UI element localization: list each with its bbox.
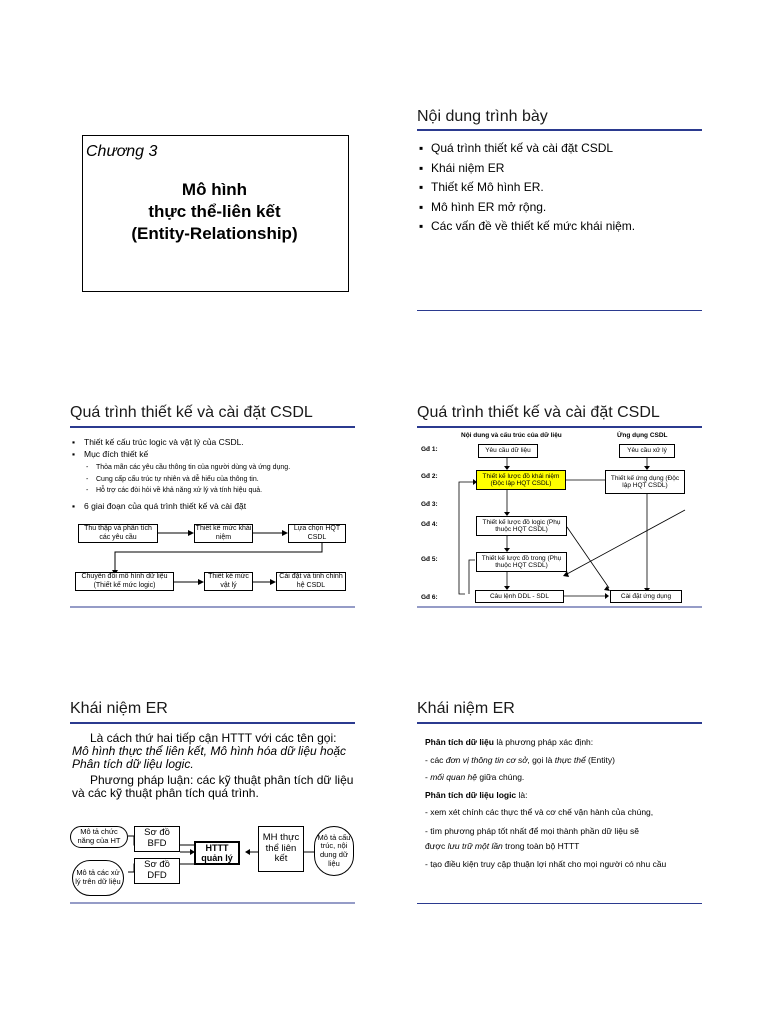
slide-chapter-title (70, 95, 355, 305)
step-implementation: Cài đặt và tinh chỉnh hệ CSDL (276, 572, 346, 591)
node-httt: HTTT quản lý (194, 841, 240, 865)
bullet-item: ▪ Thiết kế cấu trúc logic và vật lý của CSDL. (72, 436, 354, 448)
outline-item: ▪ Quá trình thiết kế và cài đặt CSDL (419, 139, 635, 159)
stage-label: Gđ 1: (421, 446, 438, 453)
slide-er-concept-2 (417, 698, 702, 908)
line-8: - tạo điều kiện truy cập thuận lợi nhất cho mọi người có nhu cầu (425, 859, 667, 869)
outline-list (419, 139, 635, 237)
stage-label: Gđ 3: (421, 501, 438, 508)
slide-outline (417, 105, 702, 315)
column-header-data: Nội dung và cấu trúc của dữ liệu (461, 432, 562, 439)
bullet-item: ▪ 6 giai đoạn của quá trình thiết kế và cài đặt (72, 500, 246, 512)
slide-title: Nội dung trình bày (417, 108, 548, 125)
node-bfd: Sơ đồ BFD (134, 826, 180, 852)
title-line-1: Mô hình (181, 180, 248, 199)
title-rule (417, 722, 702, 724)
node-processing-description: Mô tả các xử lý trên dữ liệu (72, 860, 124, 896)
box-data-requirements: Yêu cầu dữ liệu (478, 444, 538, 458)
bullet-item: ▪ Mục đích thiết kế (72, 448, 354, 460)
title-line-3: (Entity-Relationship) (131, 224, 298, 243)
outline-item: ▪ Các vấn đề về thiết kế mức khái niệm. (419, 217, 635, 237)
stage-label: Gđ 2: (421, 473, 438, 480)
sub-bullet-item: - Hỗ trợ các đòi hỏi về khả năng xử lý và tính hiệu quả. (86, 487, 263, 494)
box-application-design: Thiết kế ứng dụng (Độc lập HQT CSDL) (605, 470, 685, 494)
paragraph-1-text: Là cách thứ hai tiếp cận HTTT với các tên gọi: (90, 731, 337, 745)
bottom-rule (417, 310, 702, 311)
slide-er-concept-1 (70, 698, 355, 908)
slide-title: Khái niệm ER (70, 700, 168, 717)
stage-arrows (417, 402, 702, 612)
slide-title: Quá trình thiết kế và cài đặt CSDL (417, 404, 660, 421)
line-5: - xem xét chính các thực thể và cơ chế vận hành của chúng, (425, 807, 654, 817)
box-internal-schema: Thiết kế lược đồ trong (Phụ thuộc HQT CSDL) (476, 552, 567, 572)
chapter-title (82, 179, 347, 245)
slide-design-stages (417, 402, 702, 612)
outline-item: ▪ Mô hình ER mở rộng. (419, 198, 635, 218)
stage-label: Gđ 6: (421, 594, 438, 601)
line-7: được lưu trữ một lần trong toàn bộ HTTT (425, 840, 580, 851)
step-choose-dbms: Lựa chọn HQT CSDL (288, 524, 346, 543)
title-rule (417, 129, 702, 131)
slide-title: Quá trình thiết kế và cài đặt CSDL (70, 404, 313, 421)
line-1: Phân tích dữ liệu là phương pháp xác định: (425, 737, 594, 747)
line-3: - mối quan hệ giữa chúng. (425, 772, 525, 782)
paragraph-1-italic: Mô hình thực thể liên kết, Mô hình hóa dữ liệu hoặc Phân tích dữ liệu logic. (72, 744, 347, 771)
chapter-label: Chương 3 (86, 143, 158, 160)
slide-design-process (70, 402, 355, 612)
sub-bullet-item: - Thỏa mãn các yêu cầu thông tin của người dùng và ứng dụng. (86, 464, 291, 471)
node-dfd: Sơ đồ DFD (134, 858, 180, 884)
box-application-implementation: Cài đặt ứng dụng (610, 590, 682, 603)
column-header-apps: Ứng dụng CSDL (617, 432, 668, 439)
bottom-rule (417, 903, 702, 904)
step-conceptual-design: Thiết kế mức khái niệm (194, 524, 253, 543)
step-logical-design: Chuyển đổi mô hình dữ liệu (Thiết kế mức logic) (75, 572, 174, 591)
box-processing-requirements: Yêu cầu xử lý (619, 444, 675, 458)
node-structure-description: Mô tả cấu trúc, nội dung dữ liệu (314, 826, 354, 876)
title-line-2: thực thể-liên kết (148, 202, 281, 221)
outline-item: ▪ Khái niệm ER (419, 159, 635, 179)
outline-item: ▪ Thiết kế Mô hình ER. (419, 178, 635, 198)
paragraph-2: Phương pháp luận: các kỹ thuật phân tích dữ liệu và các kỹ thuật phân tích quá trình. (72, 773, 354, 800)
line-2: - các đơn vị thông tin cơ sở, gọi là thực thể (Entity) (425, 754, 615, 765)
line-4: Phân tích dữ liệu logic là: (425, 789, 528, 800)
node-er-model: MH thực thể liên kết (258, 826, 304, 872)
box-logical-schema: Thiết kế lược đồ logic (Phụ thuộc HQT CSDL) (476, 516, 567, 536)
step-requirements: Thu thập và phân tích các yêu cầu (78, 524, 158, 543)
er-definition-text (425, 734, 697, 871)
box-conceptual-schema: Thiết kế lược đồ khái niệm (Độc lập HQT CSDL) (476, 470, 566, 490)
step-physical-design: Thiết kế mức vật lý (204, 572, 253, 591)
stage-label: Gđ 5: (421, 556, 438, 563)
box-ddl-sdl: Câu lệnh DDL - SDL (475, 590, 564, 603)
line-6: - tìm phương pháp tốt nhất để mọi thành phần dữ liệu sẽ (425, 825, 640, 836)
node-function-description: Mô tả chức năng của HT (70, 826, 128, 848)
sub-bullet-item: - Cung cấp cấu trúc tự nhiên và dễ hiểu của thông tin. (86, 475, 259, 483)
stage-label: Gđ 4: (421, 521, 438, 528)
slide-title: Khái niệm ER (417, 700, 515, 717)
